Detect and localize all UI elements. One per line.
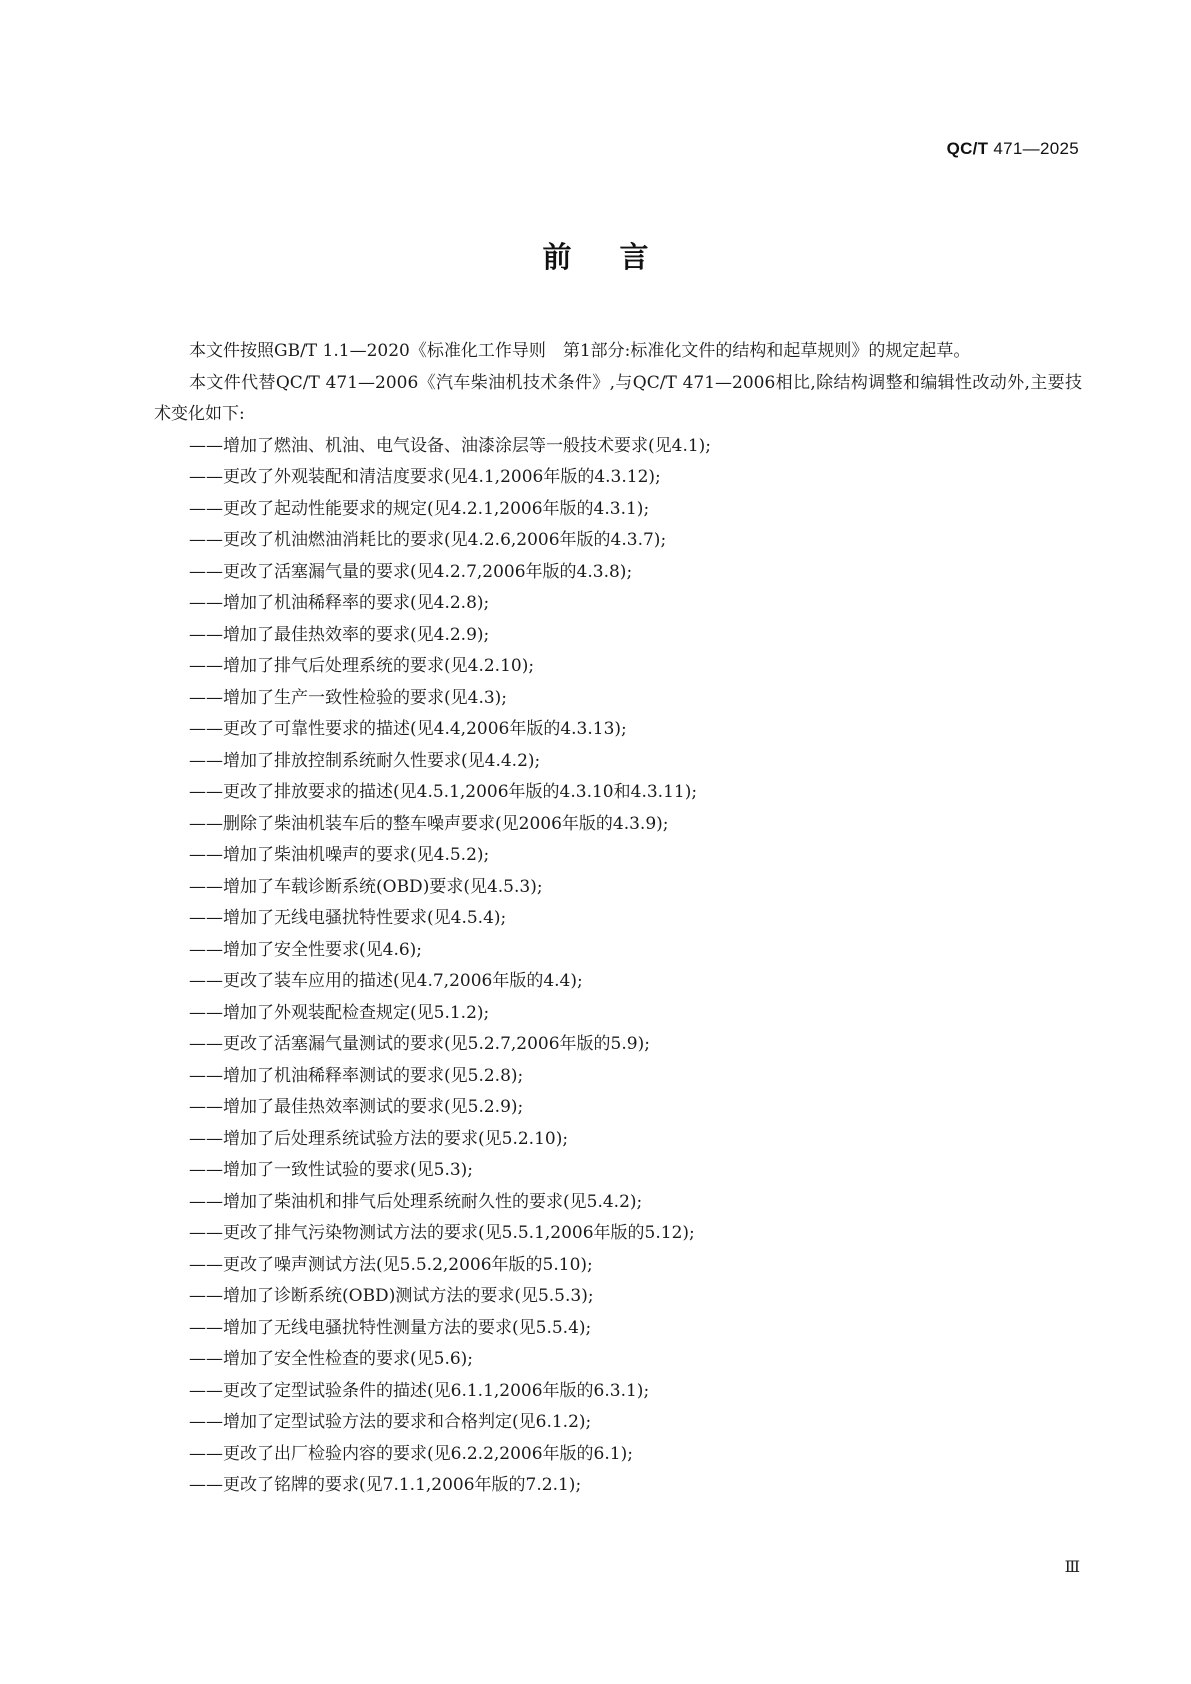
change-item: ——增加了柴油机和排气后处理系统耐久性的要求(见5.4.2); [189,1191,643,1212]
change-item: ——增加了最佳热效率测试的要求(见5.2.9); [189,1097,524,1117]
change-item: ——增加了安全性要求(见4.6); [189,939,423,960]
change-item: ——更改了排气污染物测试方法的要求(见5.5.1,2006年版的5.12); [189,1223,695,1243]
document-code-prefix: QC/T [946,139,989,158]
document-body [154,336,1082,1502]
change-item: ——增加了后处理系统试验方法的要求(见5.2.10); [189,1128,569,1149]
change-item: ——增加了机油稀释率测试的要求(见5.2.8); [189,1065,524,1086]
change-item: ——增加了燃油、机油、电气设备、油漆涂层等一般技术要求(见4.1); [189,435,712,456]
change-item: ——增加了外观装配检查规定(见5.1.2); [189,1002,490,1023]
document-code [947,139,1079,159]
change-item: ——增加了机油稀释率的要求(见4.2.8); [189,593,490,613]
change-item: ——删除了柴油机装车后的整车噪声要求(见2006年版的4.3.9); [189,813,669,834]
change-item: ——更改了噪声测试方法(见5.5.2,2006年版的5.10); [189,1254,593,1275]
page-number: Ⅲ [1064,1557,1079,1576]
change-item: ——更改了铭牌的要求(见7.1.1,2006年版的7.2.1); [189,1475,582,1495]
change-item: ——更改了可靠性要求的描述(见4.4,2006年版的4.3.13); [189,719,627,739]
change-item: ——更改了定型试验条件的描述(见6.1.1,2006年版的6.3.1); [189,1380,650,1401]
change-item: ——增加了排放控制系统耐久性要求(见4.4.2); [189,750,541,771]
change-item: ——增加了一致性试验的要求(见5.3); [189,1160,474,1180]
change-item: ——增加了车载诊断系统(OBD)要求(见4.5.3); [189,876,543,897]
change-item: ——增加了安全性检查的要求(见5.6); [189,1349,474,1369]
change-item: ——增加了生产一致性检验的要求(见4.3); [189,687,508,708]
change-item: ——更改了活塞漏气量的要求(见4.2.7,2006年版的4.3.8); [189,561,633,582]
change-item: ——更改了排放要求的描述(见4.5.1,2006年版的4.3.10和4.3.11); [189,782,698,802]
page-title: 前言 [542,240,697,274]
change-item: ——增加了最佳热效率的要求(见4.2.9); [189,624,490,645]
paragraph-replacement-note: 本文件代替QC/T 471—2006《汽车柴油机技术条件》,与QC/T 471—2006相比,除结构调整和编辑性改动外,主要技术变化如下: [154,372,1082,424]
change-item: ——增加了柴油机噪声的要求(见4.5.2); [189,845,490,865]
change-item: ——更改了出厂检验内容的要求(见6.2.2,2006年版的6.1); [189,1443,633,1464]
paragraph-drafting-rules: 本文件按照GB/T 1.1—2020《标准化工作导则 第1部分:标准化文件的结构和起草规则》的规定起草。 [189,341,971,361]
change-item: ——增加了定型试验方法的要求和合格判定(见6.1.2); [189,1412,592,1432]
change-item: ——增加了诊断系统(OBD)测试方法的要求(见5.5.3); [189,1286,594,1306]
change-item: ——更改了外观装配和清洁度要求(见4.1,2006年版的4.3.12); [189,467,661,487]
change-item: ——增加了无线电骚扰特性要求(见4.5.4); [189,908,507,928]
change-item: ——增加了排气后处理系统的要求(见4.2.10); [189,656,535,676]
change-item: ——更改了装车应用的描述(见4.7,2006年版的4.4); [189,971,583,991]
change-list [154,431,1082,1502]
change-item: ——增加了无线电骚扰特性测量方法的要求(见5.5.4); [189,1317,592,1338]
change-item: ——更改了活塞漏气量测试的要求(见5.2.7,2006年版的5.9); [189,1034,650,1054]
document-code-number: 471—2025 [993,139,1079,158]
change-item: ——更改了机油燃油消耗比的要求(见4.2.6,2006年版的4.3.7); [189,530,667,550]
change-item: ——更改了起动性能要求的规定(见4.2.1,2006年版的4.3.1); [189,498,650,519]
